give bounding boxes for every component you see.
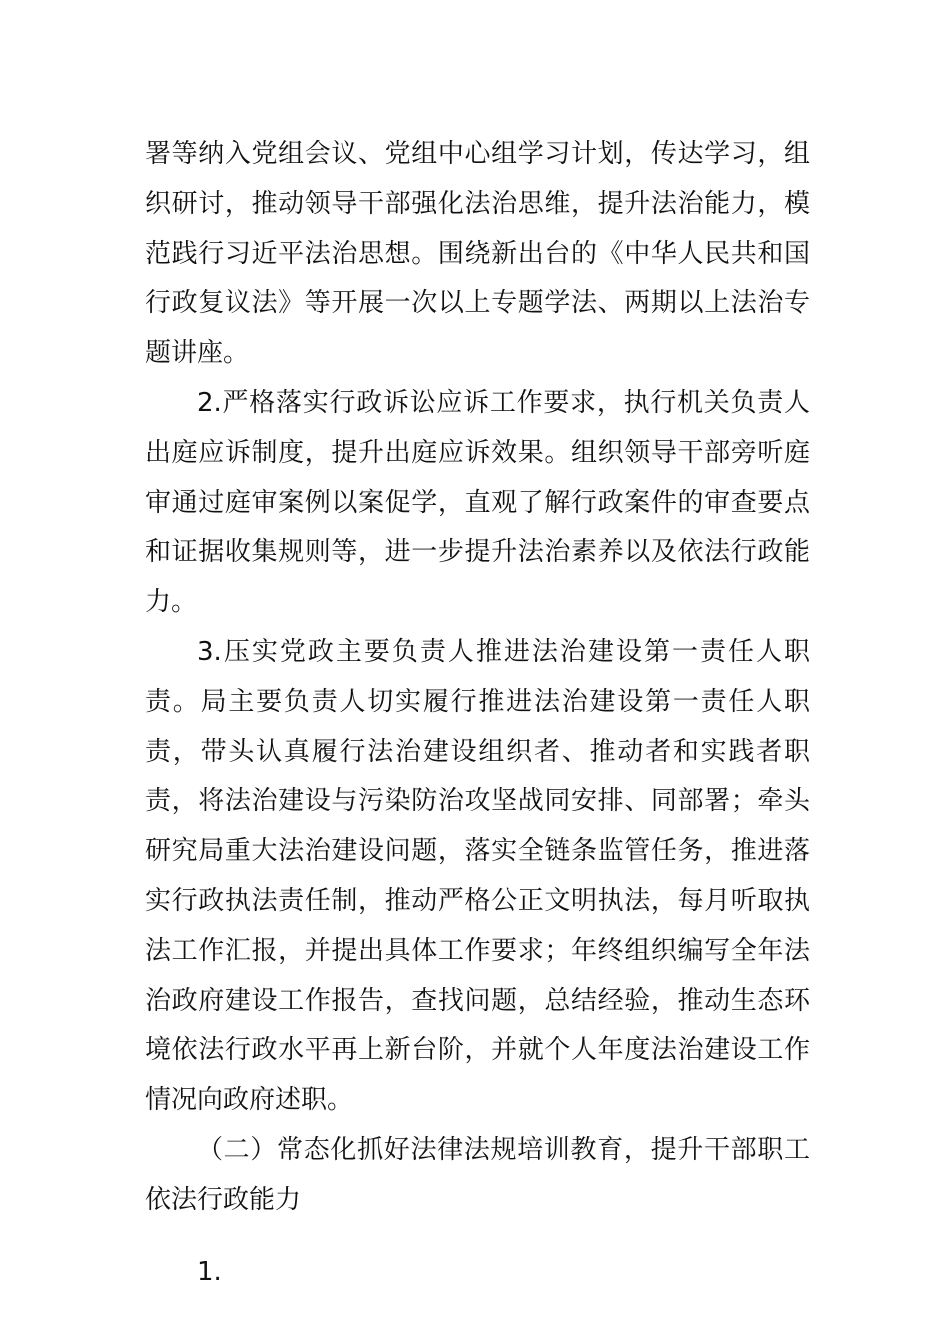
section-heading-2: （二）常态化抓好法律法规培训教育，提升干部职工依法行政能力 — [145, 1134, 810, 1215]
paragraph-item-1-start: 1. — [197, 1256, 222, 1287]
paragraph-item-3: 3.压实党政主要负责人推进法治建设第一责任人职责。局主要负责人切实履行推进法治建设第一责任人职责，带头认真履行法治建设组织者、推动者和实践者职责，将法治建设与污染防治攻坚战同安排、同部署；牵头研究局重大法治建设问题，落实全链条监管任务，推进落实行政执法责任制，推动严格公正文明执法，每月听取执法工作汇报，并提出具体工作要求；年终组织编写全年法治政府建设工作报告，查找问题，总结经验，推动生态环境依法行政水平再上新台阶，并就个人年度法治建设工作情况向政府述职。 — [145, 636, 810, 1116]
paragraph-item-2: 2.严格落实行政诉讼应诉工作要求，执行机关负责人出庭应诉制度，提升出庭应诉效果。组织领导干部旁听庭审通过庭审案例以案促学，直观了解行政案件的审查要点和证据收集规则等，进一步提升法治素养以及依法行政能力。 — [145, 387, 810, 618]
document-body — [145, 130, 810, 1297]
paragraph-continued: 署等纳入党组会议、党组中心组学习计划，传达学习，组织研讨，推动领导干部强化法治思维，提升法治能力，模范践行习近平法治思想。围绕新出台的《中华人民共和国行政复议法》等开展一次以上专题学法、两期以上法治专题讲座。 — [145, 139, 810, 369]
